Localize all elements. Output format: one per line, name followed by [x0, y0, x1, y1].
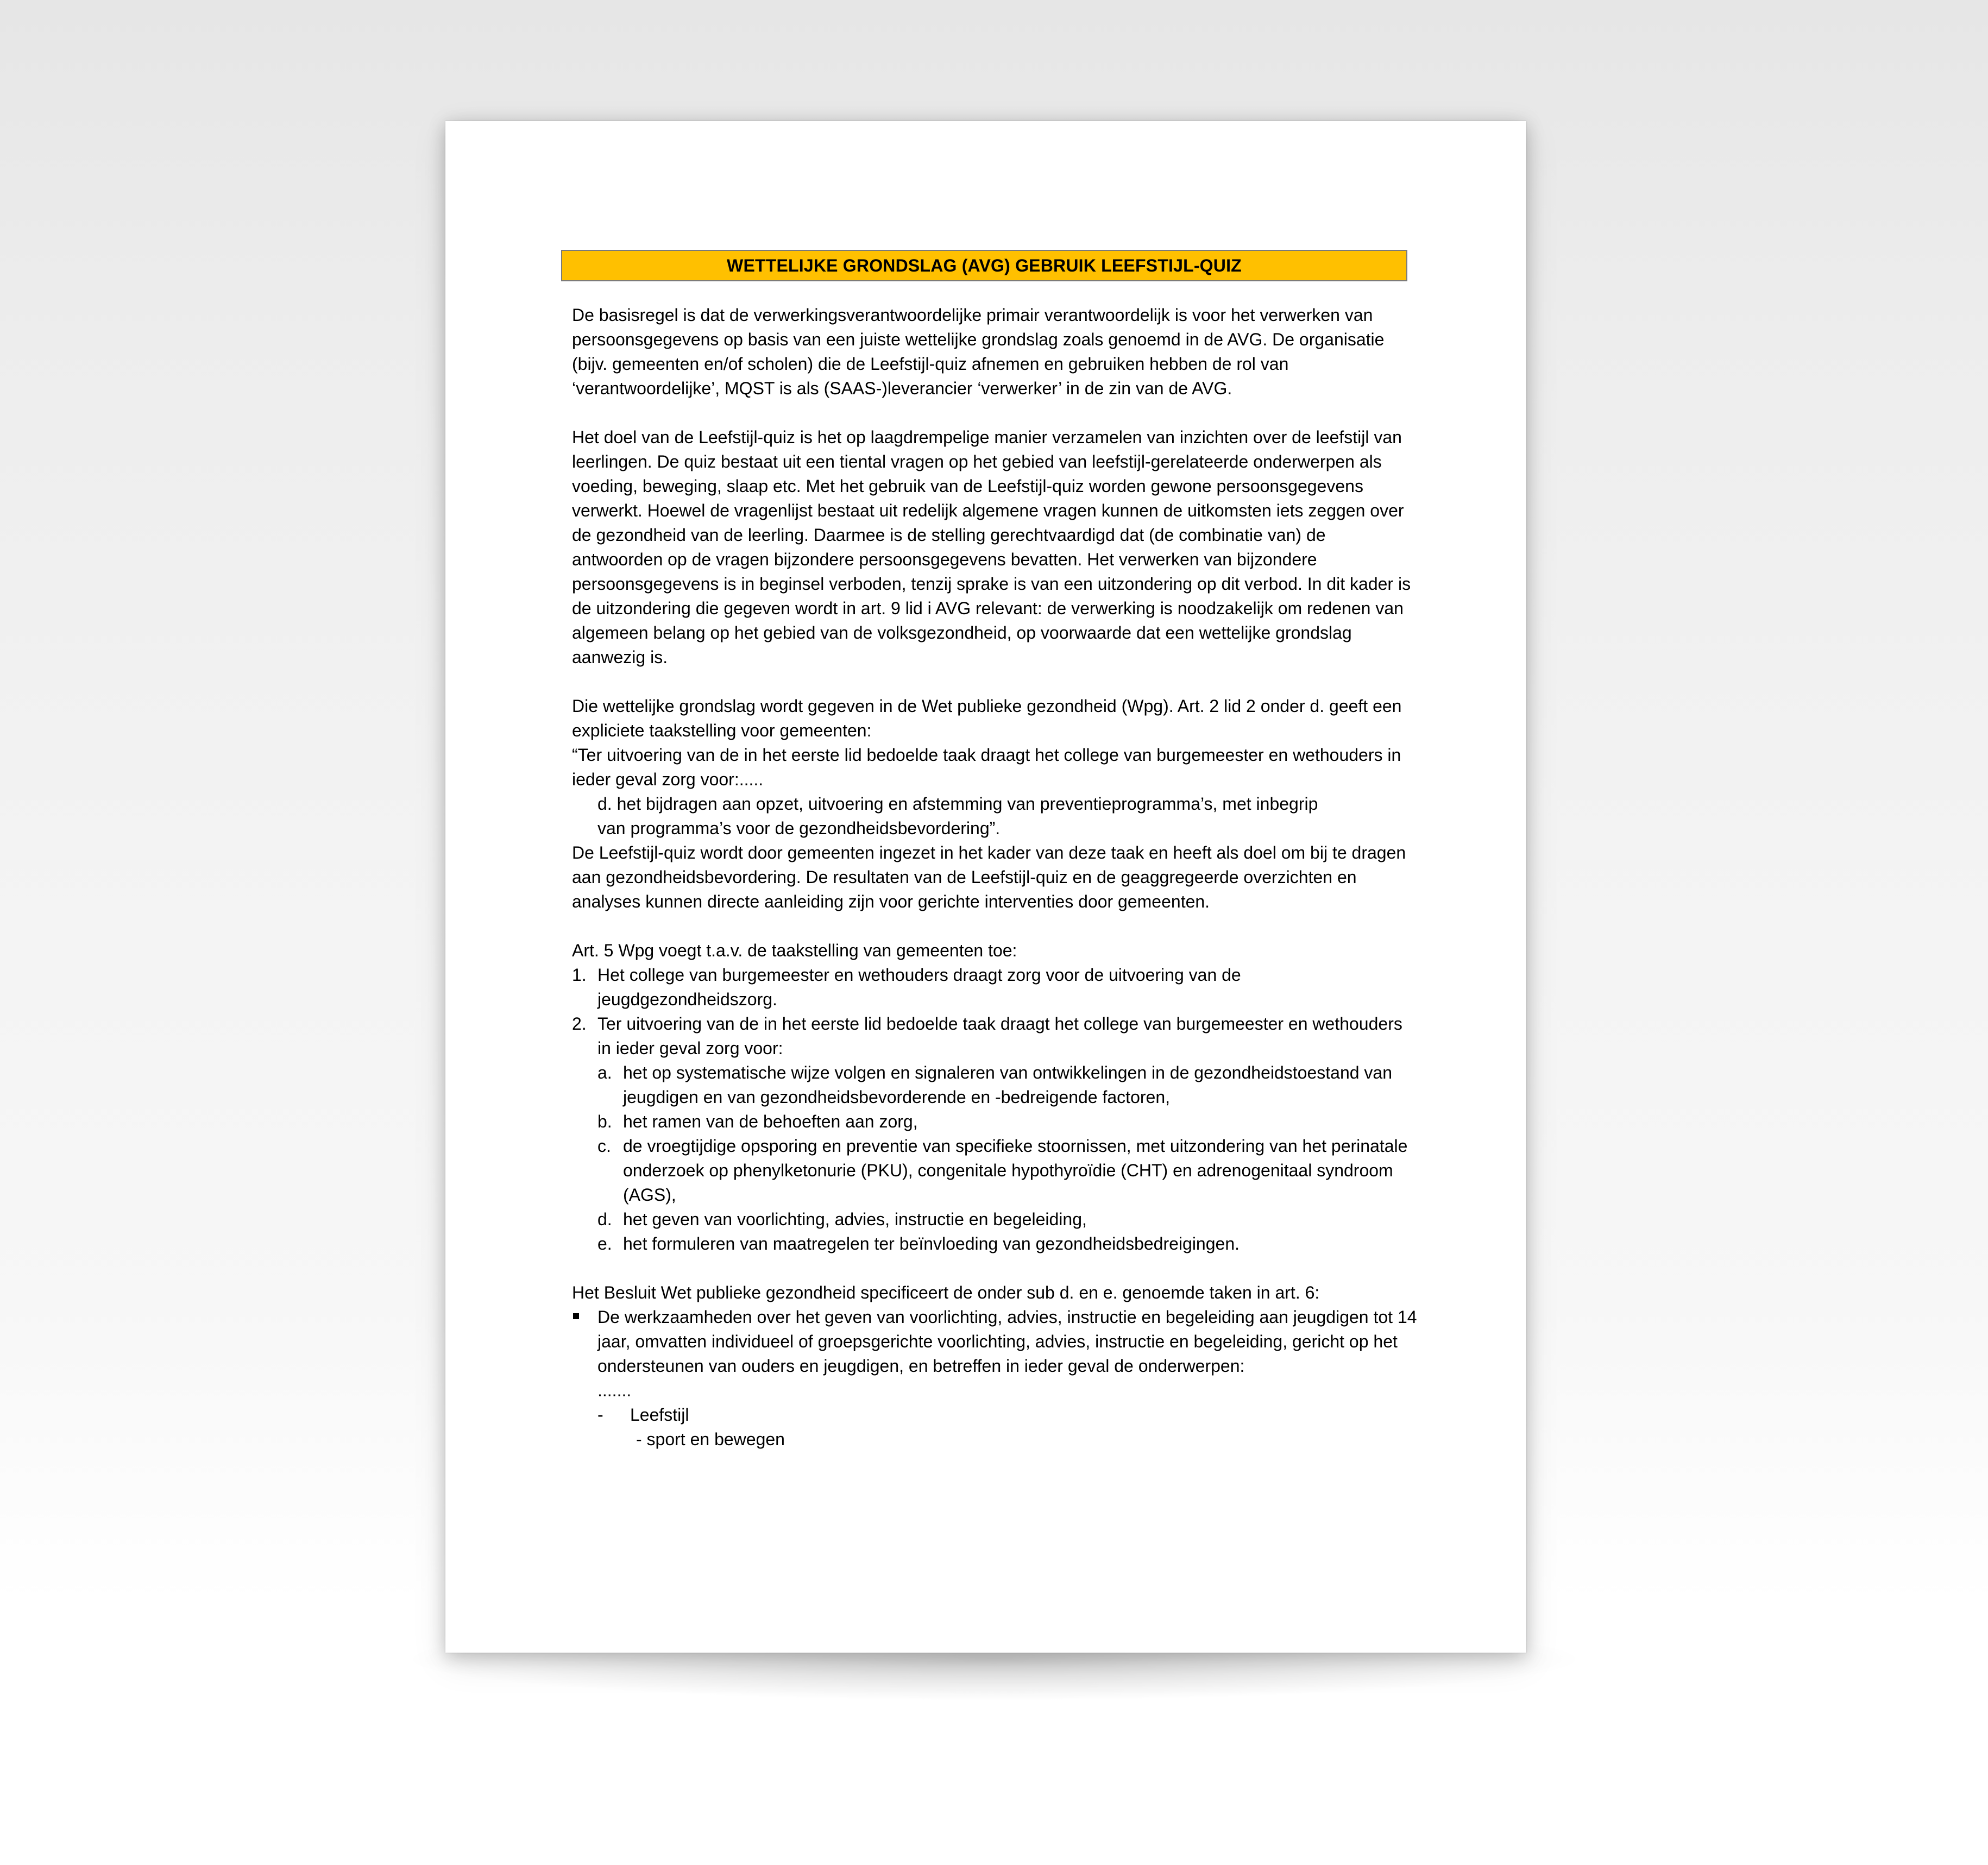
ellipsis-line: ....... — [597, 1381, 632, 1400]
list-marker: e. — [597, 1234, 612, 1253]
paragraph-wpg-intro: Die wettelijke grondslag wordt gegeven in de Wet publieke gezondheid (Wpg). Art. 2 lid 2 onder d. geeft een expliciete taakstelling voor gemeenten: — [572, 696, 1402, 740]
list-item — [597, 1061, 1419, 1110]
list-marker: b. — [597, 1112, 612, 1131]
list-item-text: het op systematische wijze volgen en signaleren van ontwikkelingen in de gezondheidstoestand van jeugdigen en van gezondheidsbevorderende en -bedreigende factoren, — [623, 1063, 1393, 1107]
list-item-text: het geven van voorlichting, advies, instructie en begeleiding, — [623, 1209, 1087, 1229]
list-marker: d. — [597, 1209, 612, 1229]
list-item — [597, 1207, 1419, 1232]
paragraph-wpg-quote-d-cont: van programma’s voor de gezondheidsbevordering”. — [597, 818, 1001, 838]
document-content — [572, 250, 1419, 1452]
document-page — [445, 121, 1526, 1653]
list-marker: 1. — [572, 965, 587, 985]
list-item-text: het formuleren van maatregelen ter beïnvloeding van gezondheidsbedreigingen. — [623, 1234, 1240, 1253]
list-item-text: Ter uitvoering van de in het eerste lid bedoelde taak draagt het college van burgemeester en wethouders in ieder geval zorg voor: — [597, 1014, 1402, 1058]
paragraph-doel: Het doel van de Leefstijl-quiz is het op laagdrempelige manier verzamelen van inzichten over de leefstijl van leerlingen. De quiz bestaat uit een tiental vragen op het gebied van leefstijl-gerelateerde onderwerpen als voeding, beweging, slaap etc. Met het gebruik van de Leefstijl-quiz worden gewone persoonsgegevens verwerkt. Hoewel de vragenlijst bestaat uit redelijk algemene vragen kunnen de uitkomsten iets zeggen over de gezondheid van de leerling. Daarmee is de stelling gerechtvaardigd dat (de combinatie van) de antwoorden op de vragen bijzondere persoonsgegevens bevatten. Het verwerken van bijzondere persoonsgegevens is in beginsel verboden, tenzij sprake is van een uitzondering op dit verbod. In dit kader is de uitzondering die gegeven wordt in art. 9 lid i AVG relevant: de verwerking is noodzakelijk om redenen van algemeen belang op het gebied van de volksgezondheid, op voorwaarde dat een wettelijke grondslag aanwezig is. — [572, 427, 1411, 667]
paragraph-basisregel: De basisregel is dat de verwerkingsverantwoordelijke primair verantwoordelijk is voor het verwerken van persoonsgegevens op basis van een juiste wettelijke grondslag zoals genoemd in de AVG. De organisatie (bijv. gemeenten en/of scholen) die de Leefstijl-quiz afnemen en gebruiken hebben de rol van ‘verantwoordelijke’, MQST is als (SAAS-)leverancier ‘verwerker’ in de zin van de AVG. — [572, 305, 1385, 398]
paragraph-wpg-outro: De Leefstijl-quiz wordt door gemeenten ingezet in het kader van deze taak en heeft als doel om bij te dragen aan gezondheidsbevordering. De resultaten van de Leefstijl-quiz en de geaggregeerde overzichten en analyses kunnen directe aanleiding zijn voor gerichte interventies door gemeenten. — [572, 843, 1406, 911]
paragraph-wpg-quote: “Ter uitvoering van de in het eerste lid bedoelde taak draagt het college van burgemeester en wethouders in ieder geval zorg voor:..... — [572, 745, 1401, 789]
document-title: WETTELIJKE GRONDSLAG (AVG) GEBRUIK LEEFSTIJL-QUIZ — [561, 250, 1407, 281]
list-item — [572, 963, 1419, 1012]
dash-item-text: Leefstijl — [630, 1405, 689, 1425]
list-item — [597, 1134, 1419, 1207]
list-item — [597, 1110, 1419, 1134]
paragraph-wpg-quote-d: d. het bijdragen aan opzet, uitvoering en afstemming van preventieprogramma’s, met inbegrip — [597, 794, 1318, 814]
list-marker: c. — [597, 1136, 611, 1156]
list-item-text: Het college van burgemeester en wethouders draagt zorg voor de uitvoering van de jeugdgezondheidszorg. — [597, 965, 1241, 1009]
square-bullet-icon — [572, 1305, 597, 1378]
list-item-text: de vroegtijdige opsporing en preventie van specifieke stoornissen, met uitzondering van het perinatale onderzoek op phenylketonurie (PKU), congenitale hypothyroïdie (CHT) en adrenogenitaal syndroom (AGS), — [623, 1136, 1408, 1205]
bullet-item-text: De werkzaamheden over het geven van voorlichting, advies, instructie en begeleiding aan jeugdigen tot 14 jaar, omvatten individueel of groepsgerichte voorlichting, advies, instructie en begeleiding, gericht op het ondersteunen van ouders en jeugdigen, en betreffen in ieder geval de onderwerpen: — [597, 1307, 1417, 1376]
list-item — [597, 1232, 1419, 1256]
list-item — [572, 1012, 1419, 1061]
sub-list — [572, 1061, 1419, 1256]
dash-marker: - — [597, 1405, 603, 1425]
list-item-text: het ramen van de behoeften aan zorg, — [623, 1112, 918, 1131]
paragraph-besluit-intro: Het Besluit Wet publieke gezondheid specificeert de onder sub d. en e. genoemde taken in art. 6: — [572, 1283, 1320, 1302]
sub-dash-item: - sport en bewegen — [636, 1429, 785, 1449]
list-marker: 2. — [572, 1014, 587, 1034]
list-marker: a. — [597, 1063, 612, 1082]
dash-item — [572, 1403, 1419, 1427]
paragraph-art5-intro: Art. 5 Wpg voegt t.a.v. de taakstelling van gemeenten toe: — [572, 941, 1017, 960]
bullet-item — [572, 1305, 1419, 1378]
